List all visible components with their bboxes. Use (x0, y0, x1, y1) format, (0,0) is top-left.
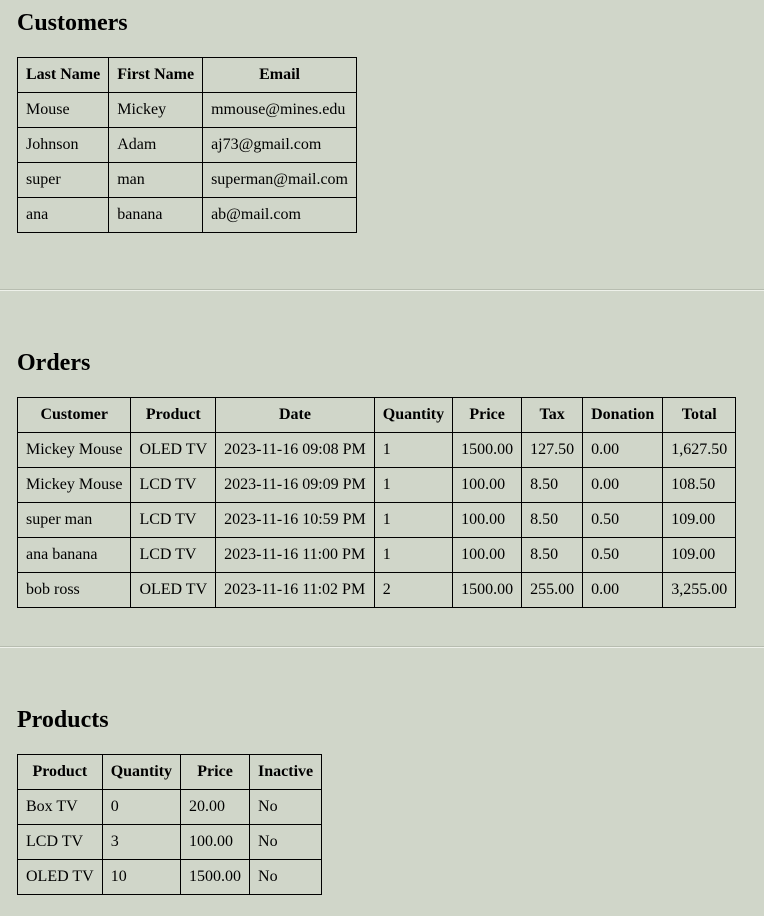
table-cell: Mouse (18, 93, 109, 128)
column-header: Quantity (102, 755, 180, 790)
table-cell: LCD TV (131, 468, 216, 503)
table-cell: super man (18, 503, 131, 538)
customers-title: Customers (17, 10, 128, 36)
column-header: Donation (583, 398, 663, 433)
column-header: Product (131, 398, 216, 433)
table-cell: superman@mail.com (203, 163, 357, 198)
column-header: Total (663, 398, 736, 433)
table-row (18, 433, 736, 468)
table-cell: 1 (374, 538, 452, 573)
table-cell: 2023-11-16 10:59 PM (216, 503, 375, 538)
table-cell: 20.00 (181, 790, 250, 825)
table-cell: Adam (109, 128, 203, 163)
table-cell: LCD TV (18, 825, 103, 860)
orders-table (17, 397, 736, 608)
table-cell: 1,627.50 (663, 433, 736, 468)
table-cell: 8.50 (522, 538, 583, 573)
table-cell: aj73@gmail.com (203, 128, 357, 163)
table-cell: ana banana (18, 538, 131, 573)
table-cell: 127.50 (522, 433, 583, 468)
table-cell: 1500.00 (453, 573, 522, 608)
table-row (18, 128, 357, 163)
table-cell: 1500.00 (181, 860, 250, 895)
table-cell: 1 (374, 433, 452, 468)
table-cell: Mickey (109, 93, 203, 128)
table-cell: 100.00 (453, 538, 522, 573)
orders-section (0, 349, 764, 608)
column-header: Quantity (374, 398, 452, 433)
section-divider (0, 289, 764, 291)
table-cell: Johnson (18, 128, 109, 163)
column-header: Email (203, 58, 357, 93)
column-header: First Name (109, 58, 203, 93)
table-cell: 109.00 (663, 503, 736, 538)
section-divider (0, 646, 764, 648)
table-cell: 8.50 (522, 468, 583, 503)
table-cell: No (250, 825, 322, 860)
table-row (18, 538, 736, 573)
table-cell: 8.50 (522, 503, 583, 538)
table-cell: OLED TV (131, 573, 216, 608)
table-cell: 1 (374, 503, 452, 538)
table-cell: 255.00 (522, 573, 583, 608)
table-cell: 0.00 (583, 468, 663, 503)
table-cell: 3,255.00 (663, 573, 736, 608)
table-cell: Mickey Mouse (18, 468, 131, 503)
table-row (18, 860, 322, 895)
orders-title: Orders (17, 350, 91, 376)
column-header: Price (181, 755, 250, 790)
table-header-row (18, 398, 736, 433)
column-header: Tax (522, 398, 583, 433)
table-cell: 100.00 (181, 825, 250, 860)
table-cell: 0.00 (583, 433, 663, 468)
column-header: Customer (18, 398, 131, 433)
column-header: Product (18, 755, 103, 790)
table-row (18, 93, 357, 128)
table-cell: 0 (102, 790, 180, 825)
table-cell: 109.00 (663, 538, 736, 573)
table-cell: 2023-11-16 09:09 PM (216, 468, 375, 503)
table-cell: 0.50 (583, 503, 663, 538)
table-row (18, 198, 357, 233)
table-row (18, 468, 736, 503)
table-cell: 0.50 (583, 538, 663, 573)
table-cell: banana (109, 198, 203, 233)
column-header: Inactive (250, 755, 322, 790)
table-row (18, 503, 736, 538)
table-cell: OLED TV (131, 433, 216, 468)
table-cell: 2023-11-16 11:02 PM (216, 573, 375, 608)
products-title: Products (17, 707, 109, 733)
table-cell: Box TV (18, 790, 103, 825)
table-row (18, 790, 322, 825)
column-header: Price (453, 398, 522, 433)
products-section (0, 706, 764, 895)
table-cell: LCD TV (131, 538, 216, 573)
customers-section (0, 9, 764, 233)
table-cell: super (18, 163, 109, 198)
table-cell: mmouse@mines.edu (203, 93, 357, 128)
table-cell: bob ross (18, 573, 131, 608)
table-header-row (18, 755, 322, 790)
products-table (17, 754, 322, 895)
table-cell: 100.00 (453, 503, 522, 538)
table-cell: 10 (102, 860, 180, 895)
table-row (18, 163, 357, 198)
customers-table (17, 57, 357, 233)
table-cell: 1 (374, 468, 452, 503)
table-cell: ab@mail.com (203, 198, 357, 233)
table-cell: 1500.00 (453, 433, 522, 468)
table-cell: 0.00 (583, 573, 663, 608)
table-cell: 2023-11-16 11:00 PM (216, 538, 375, 573)
table-cell: 2 (374, 573, 452, 608)
table-cell: No (250, 860, 322, 895)
table-cell: LCD TV (131, 503, 216, 538)
table-cell: man (109, 163, 203, 198)
table-cell: 100.00 (453, 468, 522, 503)
table-cell: 2023-11-16 09:08 PM (216, 433, 375, 468)
column-header: Date (216, 398, 375, 433)
table-cell: Mickey Mouse (18, 433, 131, 468)
table-cell: No (250, 790, 322, 825)
column-header: Last Name (18, 58, 109, 93)
table-row (18, 573, 736, 608)
table-cell: ana (18, 198, 109, 233)
table-header-row (18, 58, 357, 93)
table-cell: 108.50 (663, 468, 736, 503)
table-cell: 3 (102, 825, 180, 860)
table-row (18, 825, 322, 860)
table-cell: OLED TV (18, 860, 103, 895)
